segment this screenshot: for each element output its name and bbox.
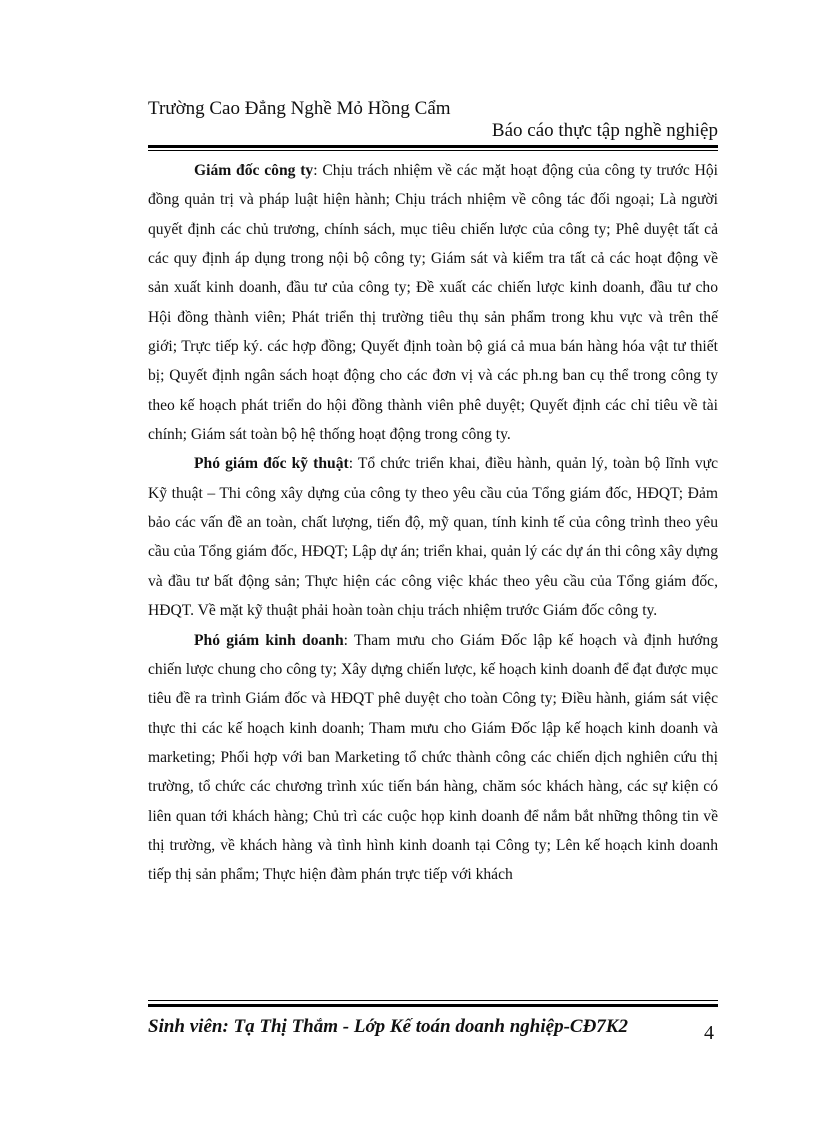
page-number: 4 bbox=[704, 1022, 714, 1044]
header-rule-thin bbox=[148, 150, 718, 151]
document-body bbox=[148, 156, 718, 890]
footer-rule-thin bbox=[148, 1000, 718, 1001]
paragraph-term: Phó giám đốc kỹ thuật bbox=[194, 455, 349, 473]
paragraph-term: Phó giám kinh doanh bbox=[194, 631, 344, 649]
paragraph-technical-deputy bbox=[148, 449, 718, 625]
header-rule-thick bbox=[148, 145, 718, 148]
report-title: Báo cáo thực tập nghề nghiệp bbox=[491, 120, 718, 141]
footer-rule-thick bbox=[148, 1004, 718, 1007]
paragraph-text: : Tham mưu cho Giám Đốc lập kế hoạch và định hướng chiến lược chung cho công ty; Xây dựng chiến lược, kế hoạch kinh doanh để đạt được mục tiêu đề ra trình Giám đốc và HĐQT phê duyệt cho toàn Công ty; Điều hành, giám sát việc thực thi các kế hoạch kinh doanh; Tham mưu cho Giám Đốc lập kế hoạch kinh doanh và marketing; Phối hợp với ban Marketing tổ chức thành công các chiến dịch nghiên cứu thị trường, tổ chức các chương trình xúc tiến bán hàng, chăm sóc khách hàng, các sự kiện có liên quan tới khách hàng; Chủ trì các cuộc họp kinh doanh để nắm bắt những thông tin về thị trường, về khách hàng và tình hình kinh doanh tại Công ty; Lên kế hoạch kinh doanh tiếp thị sản phẩm; Thực hiện đàm phán trực tiếp với khách bbox=[148, 631, 718, 884]
school-name: Trường Cao Đẳng Nghề Mỏ Hồng Cẩm bbox=[148, 98, 451, 119]
paragraph-text: : Chịu trách nhiệm về các mặt hoạt động của công ty trước Hội đồng quản trị và pháp luật hiện hành; Chịu trách nhiệm về công tác đối ngoại; Là người quyết định các chủ trương, chính sách, mục tiêu chiến lược của công ty; Phê duyệt tất cả các quy định áp dụng trong nội bộ công ty; Giám sát và kiểm tra tất cả các hoạt động về sản xuất kinh doanh, đầu tư của công ty; Đề xuất các chiến lược kinh doanh, đầu tư cho Hội đồng thành viên; Phát triển thị trường tiêu thụ sản phẩm trong khu vực và trên thế giới; Trực tiếp ký. các hợp đồng; Quyết định toàn bộ giá cả mua bán hàng hóa vật tư thiết bị; Quyết định ngân sách hoạt động cho các đơn vị và các ph.ng ban cụ thể trong công ty theo kế hoạch phát triển do hội đồng thành viên phê duyệt; Quyết định các chỉ tiêu về tài chính; Giám sát toàn bộ hệ thống hoạt động trong công ty. bbox=[148, 162, 718, 444]
paragraph-term: Giám đốc công ty bbox=[194, 162, 314, 179]
student-info: Sinh viên: Tạ Thị Thắm - Lớp Kế toán doanh nghiệp-CĐ7K2 bbox=[148, 1016, 628, 1037]
paragraph-director bbox=[148, 156, 718, 449]
paragraph-text: : Tổ chức triển khai, điều hành, quản lý, toàn bộ lĩnh vực Kỹ thuật – Thi công xây dựng của công ty theo yêu cầu của Tổng giám đốc, HĐQT; Đảm bảo các vấn đề an toàn, chất lượng, tiến độ, mỹ quan, tính kinh tế của công trình theo yêu cầu của Tổng giám đốc, HĐQT; Lập dự án; triển khai, quản lý các dự án thi công xây dựng và đầu tư bất động sản; Thực hiện các công việc khác theo yêu cầu của Tổng giám đốc, HĐQT. Về mặt kỹ thuật phải hoàn toàn chịu trách nhiệm trước Giám đốc công ty. bbox=[148, 455, 718, 620]
paragraph-business-deputy bbox=[148, 626, 718, 890]
